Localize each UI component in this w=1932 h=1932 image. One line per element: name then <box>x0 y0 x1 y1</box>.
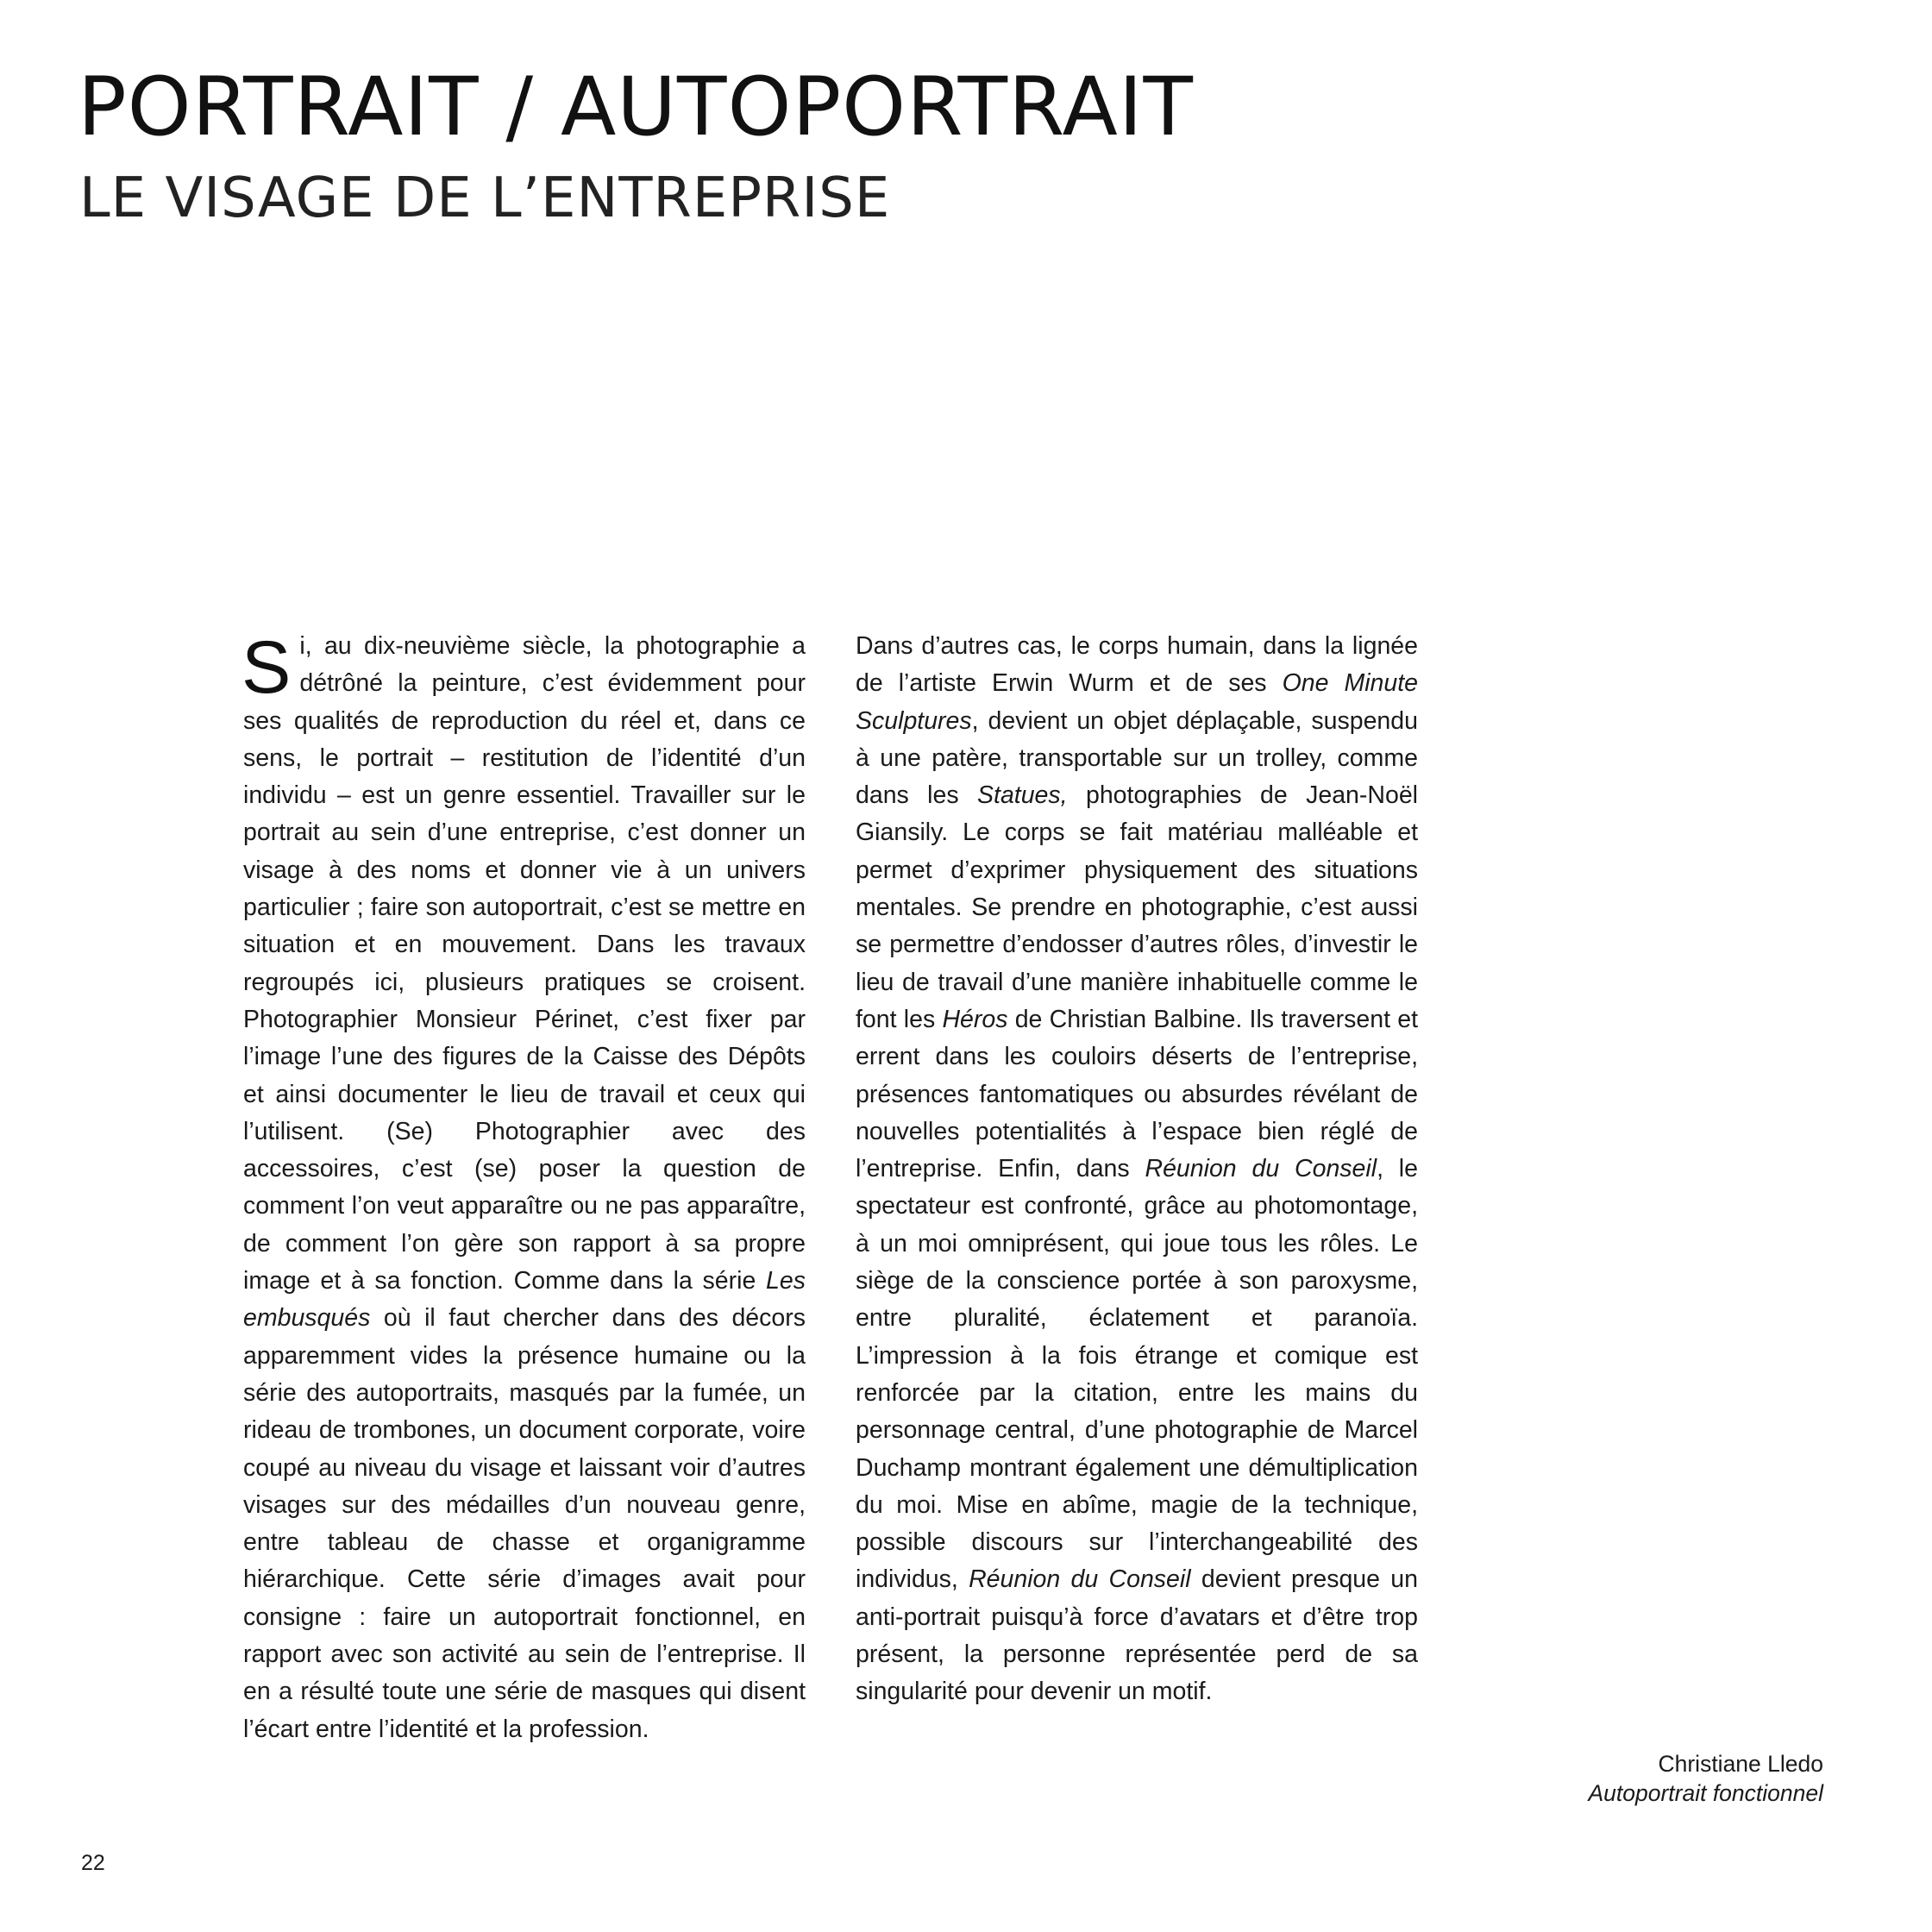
italic-title: One Minute Sculptures <box>856 669 1418 735</box>
text-run: Dans d’autres cas, le corps humain, dans la lignée de l’artiste Erwin Wurm et de ses <box>856 632 1418 698</box>
credit-author: Christiane Lledo <box>1658 1751 1823 1777</box>
drop-cap: S <box>242 626 292 709</box>
page-subtitle: LE VISAGE DE L’ENTREPRISE <box>79 166 891 230</box>
text-run: , le spectateur est confronté, grâce au photomontage, à un moi omniprésent, qui joue tous les rôles. Le siège de la conscience portée à son paroxysme, entre pluralité, éclatement et paranoïa. L’impression à la fois étrange et comique est renforcée par la citation, entre les mains du personnage central, d’une photographie de Marcel Duchamp montrant également une démultiplication du moi. Mise en abîme, magie de la technique, possible discours sur l’interchangeabilité des individus, <box>856 1155 1418 1594</box>
italic-title: Réunion du Conseil <box>1145 1155 1377 1183</box>
text-run: i, au dix-neuvième siècle, la photographie a détrôné la peinture, c’est évidemment pour ses qualités de reproduction du réel et, dans ce sens, le portrait – restitution de l’identité d’un individu – est un genre essentiel. Travailler sur le portrait au sein d’une entreprise, c’est donner un visage à des noms et donner vie à un univers particulier ; faire son autoportrait, c’est se mettre en situation et en mouvement. Dans les travaux regroupés ici, plusieurs pratiques se croisent. Photographier Monsieur Périnet, c’est fixer par l’image l’une des figures de la Caisse des Dépôts et ainsi documenter le lieu de travail et ceux qui l’utilisent. (Se) Photographier avec des accessoires, c’est (se) poser la question de comment l’on veut apparaître ou ne pas apparaître, de comment l’on gère son rapport à sa propre image et à sa fonction. Comme dans la série <box>243 632 806 1295</box>
text-run: où il faut chercher dans des décors apparemment vides la présence humaine ou la série des autoportraits, masqués par la fumée, un rideau de trombones, un document corporate, voire coupé au niveau du visage et laissant voir d’autres visages sur des médailles d’un nouveau genre, entre tableau de chasse et organigramme hiérarchique. Cette série d’images avait pour consigne : faire un autoportrait fonctionnel, en rapport avec son activité au sein de l’entreprise. Il en a résulté toute une série de masques qui disent l’écart entre l’identité et la profession. <box>243 1304 806 1743</box>
text-run: photographies de Jean-Noël Giansily. Le corps se fait matériau malléable et permet d’exprimer physiquement des situations mentales. Se prendre en photographie, c’est aussi se permettre d’endosser d’autres rôles, d’investir le lieu de travail d’une manière inhabituelle comme le font les <box>856 781 1418 1033</box>
credit-work-title: Autoportrait fonctionnel <box>1588 1780 1823 1806</box>
page-number: 22 <box>81 1851 105 1875</box>
page-title: PORTRAIT / AUTOPORTRAIT <box>78 60 1194 154</box>
text-run: de Christian Balbine. Ils traversent et errent dans les couloirs déserts de l’entreprise, présences fantomatiques ou absurdes révélant de nouvelles potentialités à l’espace bien réglé de l’entreprise. Enfin, dans <box>856 1005 1418 1183</box>
italic-title: Réunion du Conseil <box>969 1565 1191 1594</box>
text-run: devient presque un anti-portrait puisqu’à force d’avatars et d’être trop présent, la personne représentée perd de sa singularité pour devenir un motif. <box>856 1565 1418 1706</box>
italic-title: Les embusqués <box>243 1267 806 1333</box>
italic-title: Héros <box>942 1005 1008 1033</box>
text-run: , devient un objet déplaçable, suspendu à une patère, transportable sur un trolley, comme dans les <box>856 706 1418 810</box>
article-column-left <box>243 628 806 1748</box>
italic-title: Statues, <box>977 781 1068 810</box>
image-credit <box>1588 1749 1823 1808</box>
article-paragraph-right <box>856 628 1418 1711</box>
article-column-right <box>856 628 1418 1711</box>
article-paragraph-left <box>243 628 806 1748</box>
